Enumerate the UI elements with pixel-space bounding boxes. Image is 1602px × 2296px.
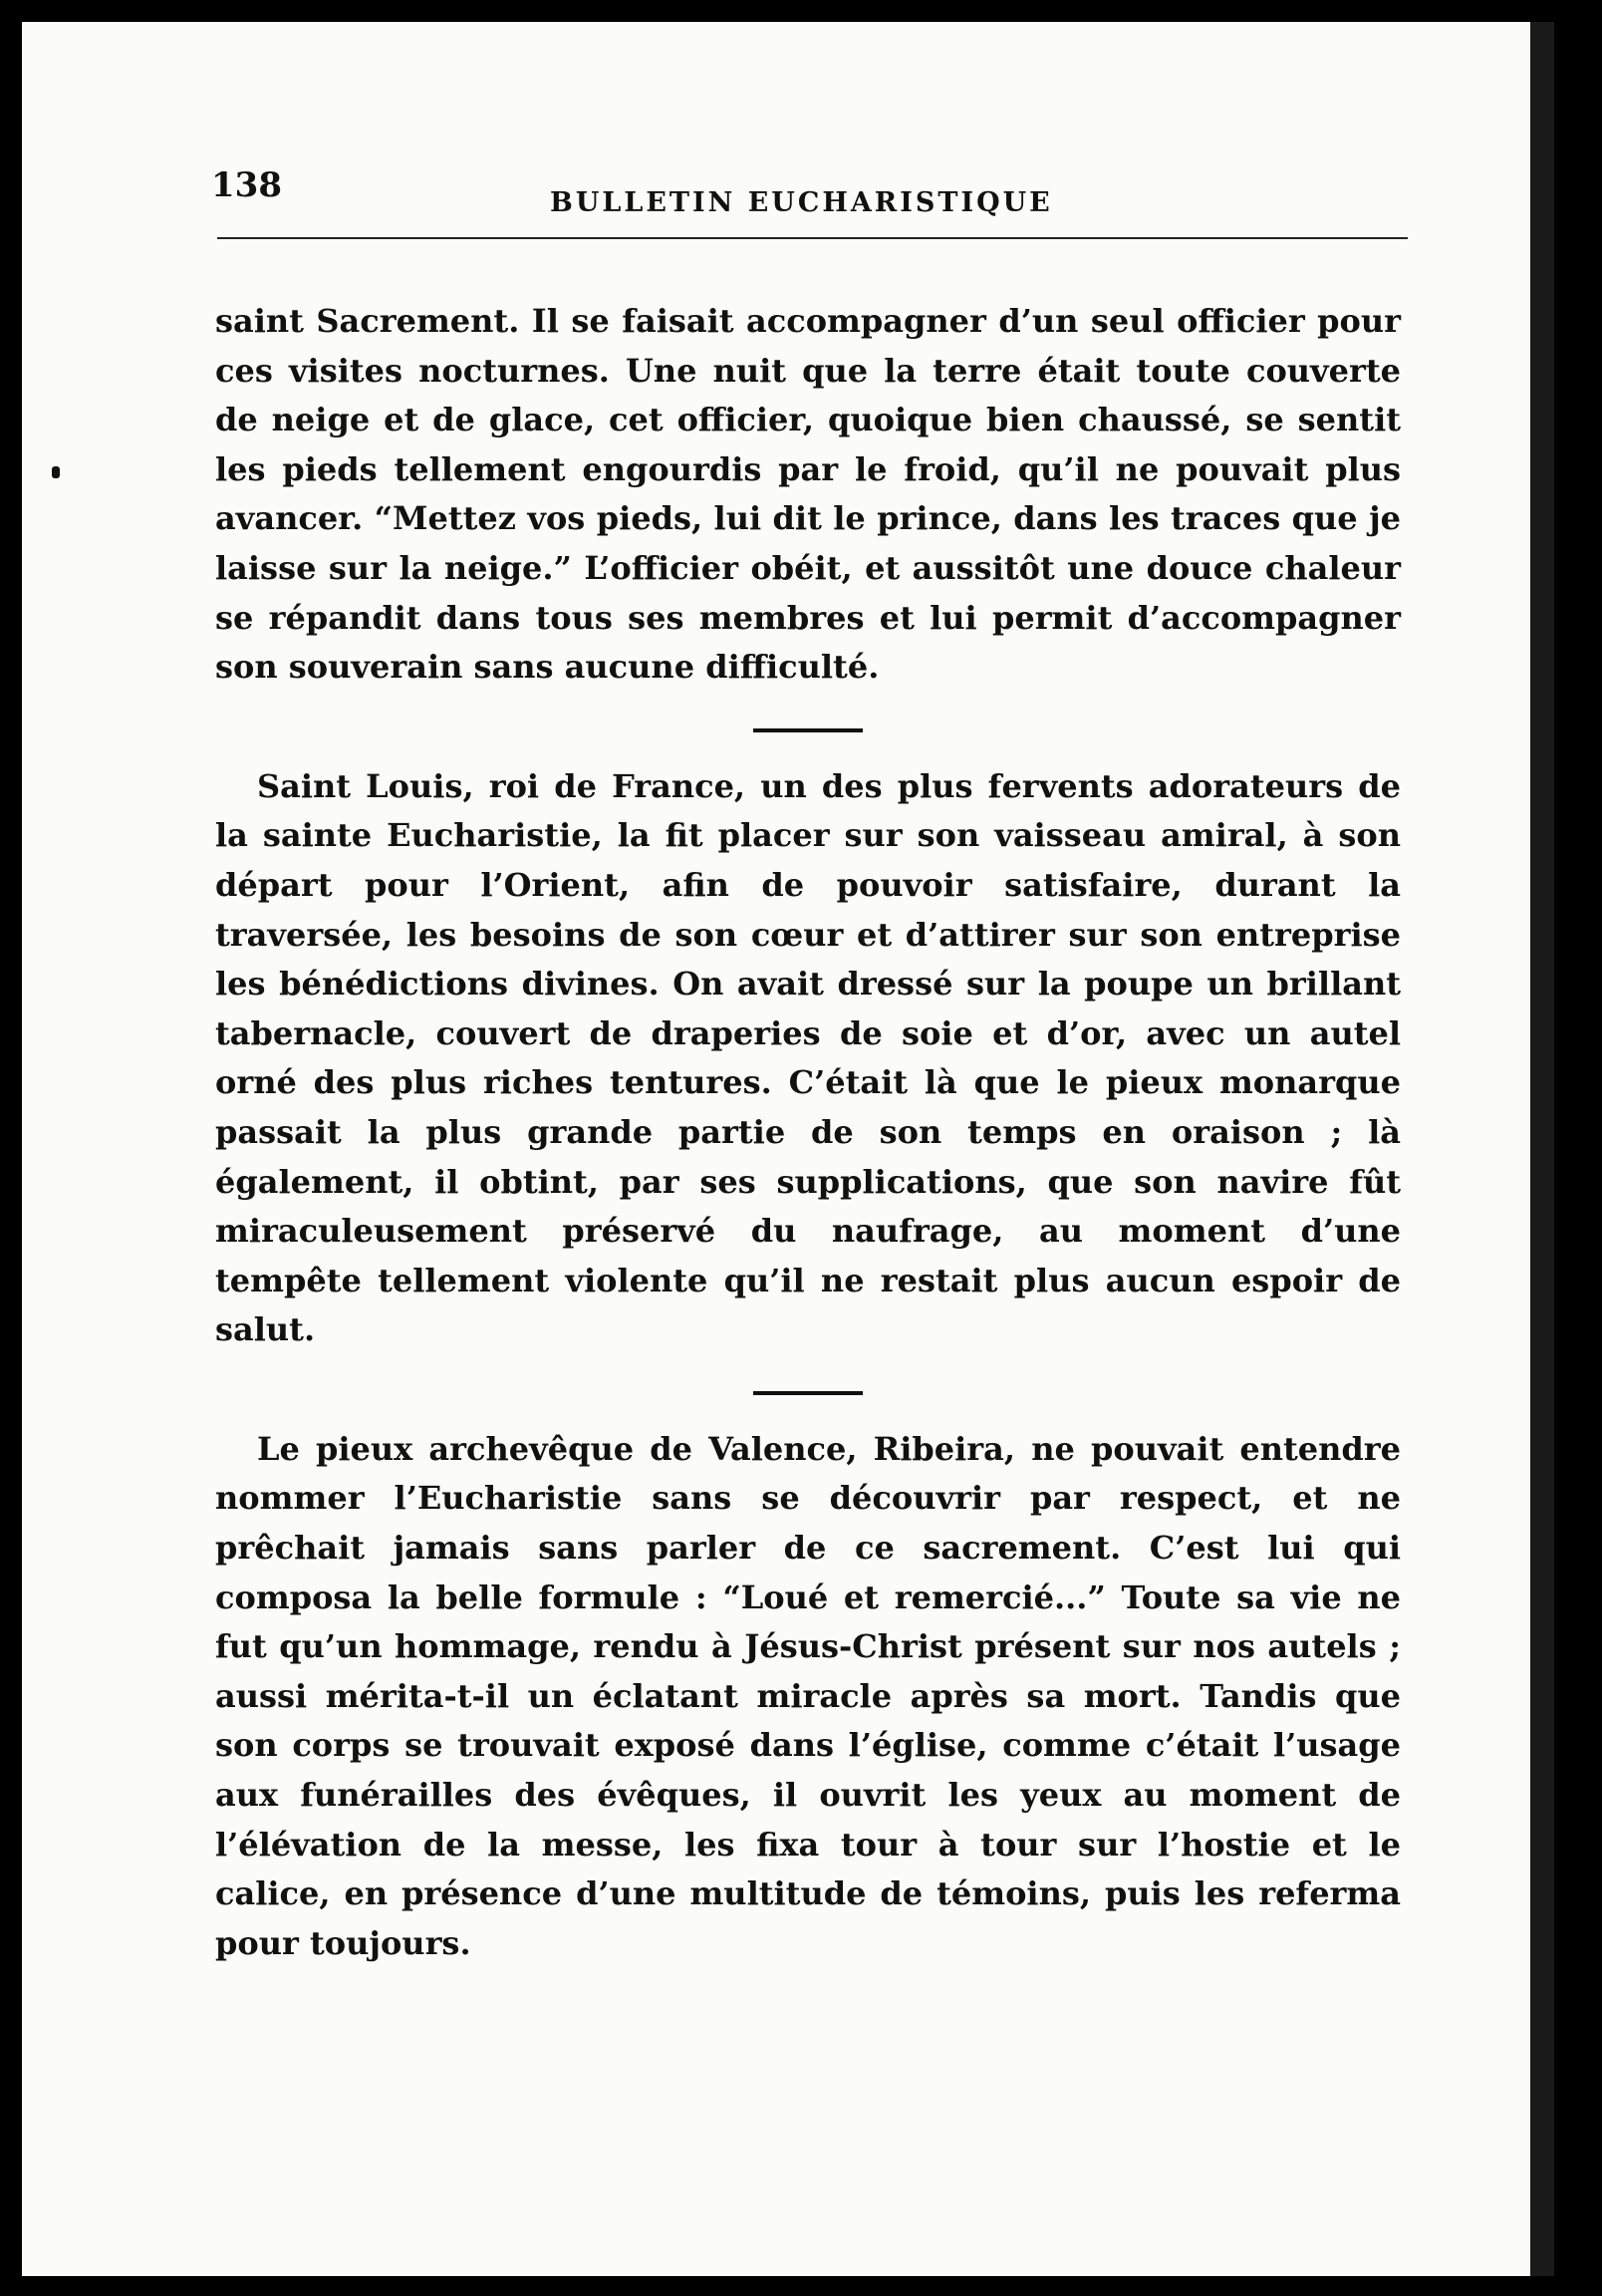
paragraph-1: saint Sacrement. Il se faisait accompagner d’un seul officier pour ces visites nocturnes. Une nuit que la terre était toute couverte de neige et de glace, cet officier, quoique bien chaussé, se sentit les pieds tellement engourdis par le froid, qu’il ne pouvait plus avancer. “Mettez vos pieds, lui dit le prince, dans les traces que je laisse sur la neige.” L’officier obéit, et aussitôt une douce chaleur se répandit dans tous ses membres et lui permit d’accompagner son souverain sans aucune difficulté. [215,302,1401,687]
page-header [211,157,1407,217]
header-rule [217,237,1408,239]
paragraph-2: Saint Louis, roi de France, un des plus fervents adorateurs de la sainte Eucharistie, la fit placer sur son vaisseau amiral, à son départ pour l’Orient, afin de pouvoir satisfaire, durant la traversée, les besoins de son cœur et d’attirer sur son entreprise les bénédictions divines. On avait dressé sur la poupe un brillant tabernacle, couvert de draperies de soie et d’or, avec un autel orné des plus riches tentures. C’était là que le pieux monarque passait la plus grande partie de son temps en oraison ; là également, il obtint, par ses supplications, que son navire fût miraculeusement préservé du naufrage, au moment d’une tempête tellement violente qu’il ne restait plus aucun espoir de salut. [215,766,1401,1349]
document-page [22,22,1554,2276]
margin-speck [52,466,60,478]
page-edge-shadow [1530,22,1554,2276]
section-separator [753,728,863,732]
page-number: 138 [211,165,282,205]
body-text [215,297,1401,1968]
running-title: BULLETIN EUCHARISTIQUE [550,187,1053,218]
section-separator [753,1391,863,1395]
paragraph-3: Le pieux archevêque de Valence, Ribeira, ne pouvait entendre nommer l’Eucharistie sans se découvrir par respect, et ne prêchait jamais sans parler de ce sacrement. C’est lui qui composa la belle formule : “Loué et remercié...” Toute sa vie ne fut qu’un hommage, rendu à Jésus-Christ présent sur nos autels ; aussi mérita-t-il un éclatant miracle après sa mort. Tandis que son corps se trouvait exposé dans l’église, comme c’était l’usage aux funérailles des évêques, il ouvrit les yeux au moment de l’élévation de la messe, les fixa tour à tour sur l’hostie et le calice, en présence d’une multitude de témoins, puis les referma pour toujours. [215,1429,1401,1962]
